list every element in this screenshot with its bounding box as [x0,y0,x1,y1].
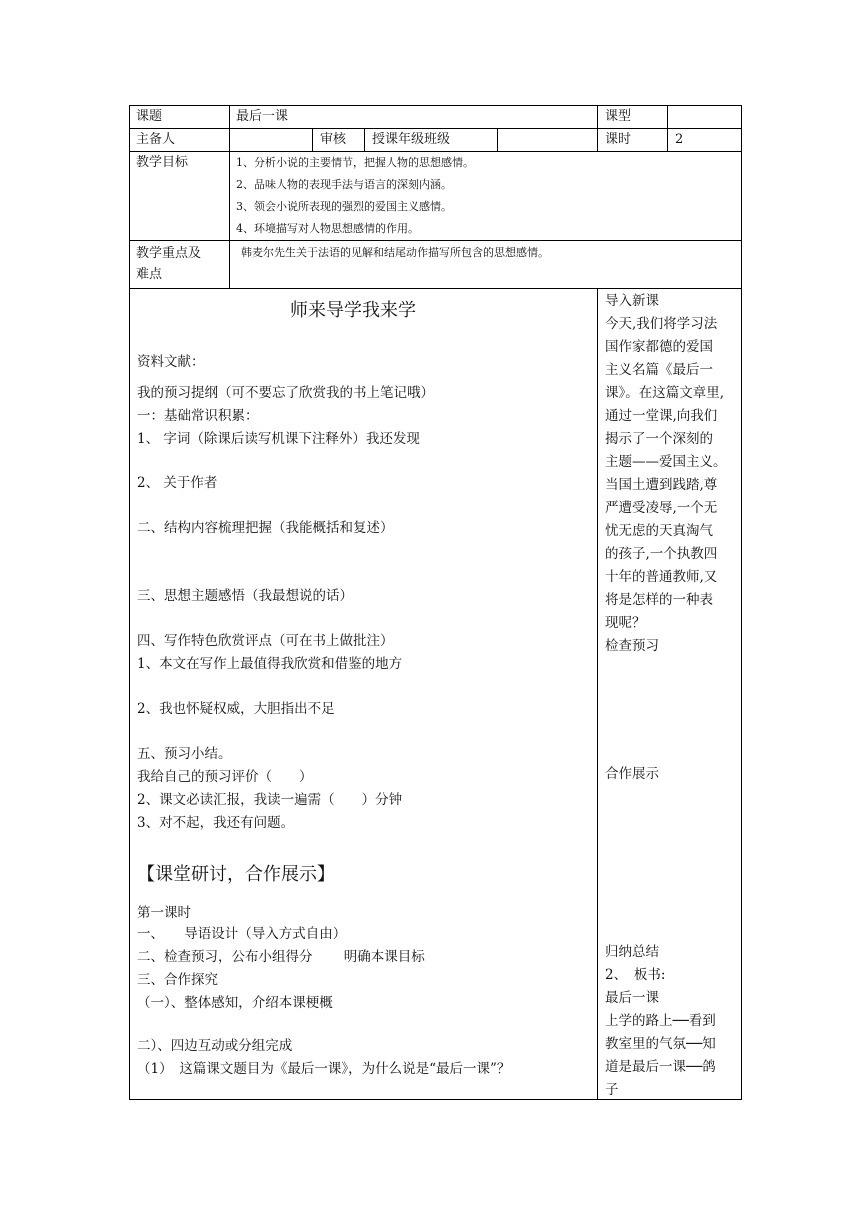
side-summary [605,941,737,1102]
main-title: 师来导学我来学 [290,300,416,321]
topic-value: 最后一课 [236,109,289,124]
type-label: 课型 [605,109,632,124]
side-intro-line: 主题——爱国主义。 [605,454,727,470]
lesson-line: （一）、整体感知，介绍本课梗概 [137,995,333,1011]
side-intro-line: 主义名篇《最后一 [605,362,713,378]
side-summary-line: 教室里的气氛──知 [605,1036,716,1052]
main-line: 2、课文必读汇报，我读一遍需（ ）分钟 [137,792,403,808]
main-line: 2、 关于作者 [137,475,218,491]
lesson-line: 二、检查预习，公布小组得分 明确本课目标 [137,949,425,965]
side-check: 检查预习 [605,638,659,654]
keypoints-text: 韩麦尔先生关于法语的见解和结尾动作描写所包含的思想感情。 [241,246,549,259]
side-intro-line: 的孩子,一个执教四 [605,546,718,562]
side-intro-line: 忧无虑的天真淘气 [605,523,713,539]
main-line: 一：基础常识积累： [137,408,259,424]
main-line: 五、预习小结。 [137,746,232,762]
main-line: 三、思想主题感悟（我最想说的话） [137,588,353,604]
objective-item: 3、领会小说所表现的强烈的爱国主义感情。 [236,200,452,213]
preparer-label: 主备人 [136,132,176,147]
side-intro-line: 揭示了一个深刻的 [605,431,713,447]
side-intro-line: 十年的普通教师,又 [605,569,718,585]
side-summary-line: 上学的路上──看到 [605,1013,716,1029]
topic-label: 课题 [136,109,163,124]
period-value: 2 [675,132,684,147]
main-line: 二、结构内容梳理把握（我能概括和复述） [137,520,394,536]
objective-item: 2、品味人物的表现手法与语言的深刻内涵。 [236,178,452,191]
side-intro-line: 通过一堂课,向我们 [605,408,718,424]
side-intro-line: 今天,我们将学习法 [605,316,718,332]
main-line: 1、 字词（除课后读写机课下注释外）我还发现 [137,431,420,447]
lesson-line: （1） 这篇课文题目为《最后一课》，为什么说是“最后一课”？ [137,1061,511,1077]
main-line: 2、我也怀疑权威，大胆指出不足 [137,701,335,717]
side-summary-line: 2、 板书: [605,967,666,983]
section-heading: 【课堂研讨，合作展示】 [137,864,335,885]
side-summary-line: 道是最后一课──鸽 [605,1059,716,1075]
objective-item: 1、分析小说的主要情节，把握人物的思想感情。 [236,156,474,169]
side-intro-line: 国作家都德的爱国 [605,339,713,355]
side-intro-line: 课》。在这篇文章里, [605,385,725,401]
main-line: 1、本文在写作上最值得我欣赏和借鉴的地方 [137,656,403,672]
period-label: 课时 [605,132,632,147]
lesson-line: 第一课时 [137,905,191,921]
side-intro-title: 导入新课 [605,293,659,309]
main-line: 四、写作特色欣赏评点（可在书上做批注） [137,633,394,649]
side-summary-line: 最后一课 [605,990,659,1006]
lesson-line: 三、合作探究 [137,972,218,988]
side-intro-line: 现呢？ [605,615,646,631]
objective-item: 4、环境描写对人物思想感情的作用。 [236,222,419,235]
lesson-line: 二）、四边互动或分组完成 [137,1038,293,1054]
class-label: 授课年级班级 [372,132,451,147]
side-cooperate: 合作展示 [605,766,659,782]
objectives-list [236,155,474,243]
side-intro [605,290,737,658]
main-line: 我的预习提纲（可不要忘了欣赏我的书上笔记哦） [137,385,434,401]
main-line: 3、对不起，我还有问题。 [137,815,295,831]
main-line: 资料文献： [137,354,205,370]
side-summary-line: 子 [605,1082,619,1098]
main-line: 我给自己的预习评价（ ） [137,769,313,785]
lesson-line: 一、 导语设计（导入方式自由） [137,926,347,942]
keypoints-label-line: 难点 [136,267,163,282]
side-intro-line: 严遭受凌辱,一个无 [605,500,718,516]
objectives-label: 教学目标 [136,155,189,170]
keypoints-label [136,243,201,285]
side-intro-line: 当国土遭到践踏,尊 [605,477,718,493]
side-summary-line: 归纳总结 [605,944,659,960]
side-intro-line: 将是怎样的一种表 [605,592,713,608]
review-label: 审核 [320,132,347,147]
keypoints-label-line: 教学重点及 [136,246,202,261]
